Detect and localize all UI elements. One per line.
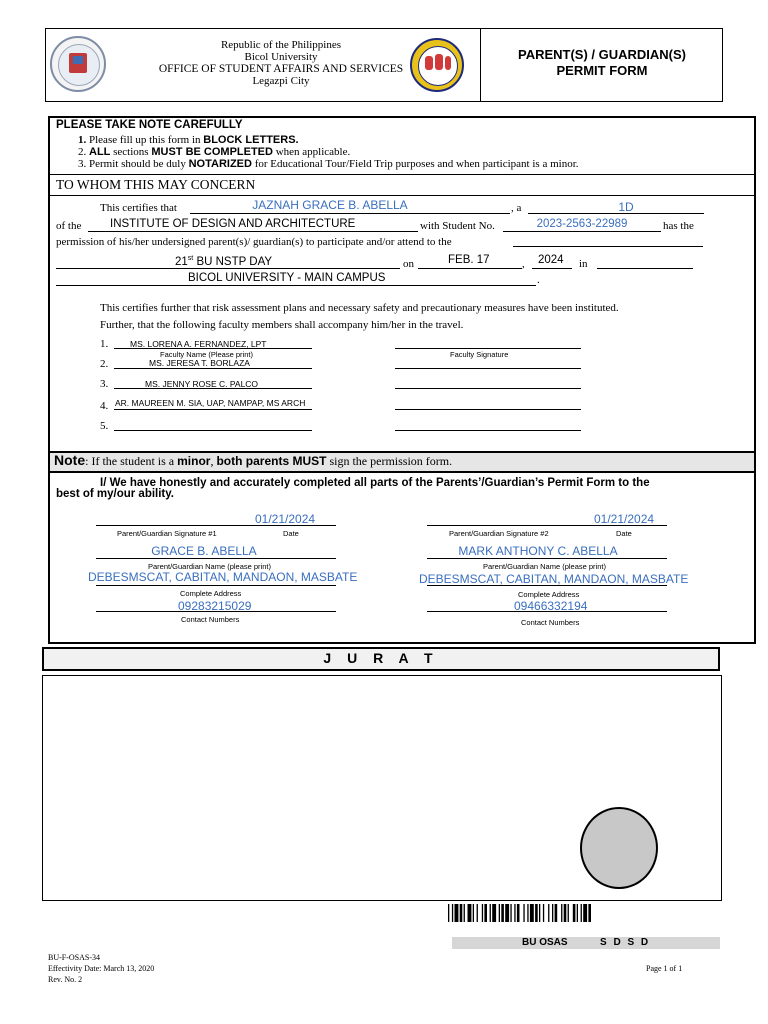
declaration-line-2: best of my/our ability. xyxy=(56,488,174,500)
notes-separator xyxy=(50,174,754,175)
to-whom-separator xyxy=(50,195,754,196)
faculty-number: 5. xyxy=(100,420,109,432)
guardian-2-address-label: Complete Address xyxy=(518,590,580,599)
effectivity-date: Effectivity Date: March 13, 2020 xyxy=(48,964,155,973)
event-field[interactable] xyxy=(175,255,272,268)
form-title xyxy=(482,47,722,79)
note-3-pre: Permit should be duly xyxy=(89,158,189,170)
note-pre: : If the student is a xyxy=(85,454,178,468)
with-student-no-label: with Student No. xyxy=(420,220,495,232)
note-bar-text xyxy=(54,452,452,469)
city-name: Legazpi City xyxy=(252,75,310,87)
permission-line xyxy=(513,246,703,247)
faculty-name-field[interactable]: AR. MAUREEN M. SIA, UAP, NAMPAP, MS ARCH xyxy=(115,398,306,408)
faculty-name-field[interactable]: MS. JERESA T. BORLAZA xyxy=(149,358,250,368)
note-item-1 xyxy=(78,134,299,146)
declaration-line-1: I/ We have honestly and accurately completed all parts of the Parents’/Guardian’s Permit Form to the xyxy=(100,477,650,489)
faculty-name-field[interactable]: MS. JENNY ROSE C. PALCO xyxy=(145,379,259,389)
note-both-parents: both parents MUST xyxy=(216,454,327,468)
document-header xyxy=(45,28,723,102)
faculty-name-label: Faculty Name (Please print) xyxy=(160,350,253,359)
guardian-2-address-field[interactable]: DEBESMSCAT, CABITAN, MANDAON, MASBATE xyxy=(419,572,689,586)
year-section-field[interactable]: 1D xyxy=(618,200,634,214)
event-line xyxy=(56,268,400,269)
guardian-2-signature-label: Parent/Guardian Signature #2 xyxy=(449,529,549,538)
notary-seal-placeholder xyxy=(580,807,658,889)
note-1-text: Please fill up this form in xyxy=(89,134,204,146)
university-name: Bicol University xyxy=(244,51,318,63)
note-label: Note xyxy=(54,452,86,468)
certifies-that-label: This certifies that xyxy=(100,202,177,214)
faculty-number: 4. xyxy=(100,400,109,412)
event-name: BU NSTP DAY xyxy=(193,255,273,268)
faculty-name-line xyxy=(114,368,312,369)
office-name: OFFICE OF STUDENT AFFAIRS AND SERVICES xyxy=(158,63,404,75)
student-name-field[interactable]: JAZNAH GRACE B. ABELLA xyxy=(252,198,408,212)
note-3-number: 3. xyxy=(78,158,87,170)
institution-block xyxy=(146,39,416,87)
faculty-signature-label: Faculty Signature xyxy=(450,350,509,359)
guardian-1-address-field[interactable]: DEBESMSCAT, CABITAN, MANDAON, MASBATE xyxy=(88,570,358,584)
faculty-signature-line xyxy=(395,409,581,410)
comma-a-label: , a xyxy=(511,202,522,214)
student-name-line xyxy=(190,213,510,214)
note-1-number: 1. xyxy=(78,134,87,146)
note-2-mid: sections xyxy=(110,146,152,158)
faculty-name-field[interactable]: MS. LORENA A. FERNANDEZ, LPT xyxy=(130,339,267,349)
bu-osas-label: BU OSAS xyxy=(522,937,568,948)
guardian-2-name-field[interactable]: MARK ANTHONY C. ABELLA xyxy=(458,544,618,558)
note-2-number: 2. xyxy=(78,146,87,158)
faculty-name-line xyxy=(114,430,312,431)
date-day-line xyxy=(418,268,522,269)
faculty-signature-line xyxy=(395,388,581,389)
form-code: BU-F-OSAS-34 xyxy=(48,953,101,962)
faculty-name-line xyxy=(114,409,312,410)
note-item-2 xyxy=(78,146,350,158)
guardian-1-date-label: Date xyxy=(283,529,299,538)
guardian-1-name-label: Parent/Guardian Name (please print) xyxy=(148,562,271,571)
guardian-2-date-field[interactable]: 01/21/2024 xyxy=(594,512,655,526)
date-year-field[interactable]: 2024 xyxy=(538,254,564,266)
of-the-label: of the xyxy=(56,220,82,232)
date-year-line xyxy=(532,268,572,269)
osas-seal-icon xyxy=(410,38,464,92)
form-title-line2: PERMIT FORM xyxy=(556,63,648,78)
guardian-2-name-line xyxy=(427,558,667,559)
guardian-1-date-field[interactable]: 01/21/2024 xyxy=(255,512,316,526)
guardian-1-contact-field[interactable]: 09283215029 xyxy=(178,599,252,613)
note-2-bold-must: MUST BE COMPLETED xyxy=(151,146,273,158)
note-2-post: when applicable. xyxy=(272,146,351,158)
guardian-1-address-label: Complete Address xyxy=(180,589,242,598)
note-item-3 xyxy=(78,158,579,170)
note-2-bold-all: ALL xyxy=(89,146,111,158)
barcode-icon xyxy=(448,904,722,922)
guardian-1-name-field[interactable]: GRACE B. ABELLA xyxy=(151,544,257,558)
venue-field[interactable]: BICOL UNIVERSITY - MAIN CAMPUS xyxy=(188,272,386,284)
date-day-field[interactable]: FEB. 17 xyxy=(448,254,490,266)
faculty-signature-line xyxy=(395,348,581,349)
faculty-number: 3. xyxy=(100,378,109,390)
permission-text: permission of his/her undersigned parent(s)/ guardian(s) to participate and/or attend to the xyxy=(56,236,452,248)
sdsd-label: S D S D xyxy=(600,937,651,948)
jurat-title: J U R A T xyxy=(42,647,720,671)
notes-heading: PLEASE TAKE NOTE CAREFULLY xyxy=(56,119,243,131)
institute-line xyxy=(88,231,418,232)
note-minor: minor xyxy=(177,454,211,468)
further-paragraph-2: Further, that the following faculty members shall accompany him/her in the travel. xyxy=(100,319,464,331)
guardian-2-name-label: Parent/Guardian Name (please print) xyxy=(483,562,606,571)
venue-period: . xyxy=(537,274,540,286)
guardian-1-address-line xyxy=(96,585,336,586)
comma-separator: , xyxy=(522,258,525,270)
revision-number: Rev. No. 2 xyxy=(48,975,83,984)
further-paragraph-1: This certifies further that risk assessment plans and necessary safety and precautionary measures have been instituted. xyxy=(100,302,619,314)
student-no-line xyxy=(503,231,661,232)
note-post: sign the permission form. xyxy=(326,454,453,468)
institute-field[interactable]: INSTITUTE OF DESIGN AND ARCHITECTURE xyxy=(110,218,356,230)
bicol-university-seal-icon xyxy=(50,36,106,92)
to-whom-heading: TO WHOM THIS MAY CONCERN xyxy=(56,177,256,192)
page-number: Page 1 of 1 xyxy=(646,964,683,973)
guardian-1-contact-label: Contact Numbers xyxy=(181,615,240,624)
event-ordinal-suffix: st xyxy=(187,255,194,262)
faculty-signature-line xyxy=(395,430,581,431)
has-the-label: has the xyxy=(663,220,694,232)
guardian-1-signature-label: Parent/Guardian Signature #1 xyxy=(117,529,217,538)
student-no-field[interactable]: 2023-2563-22989 xyxy=(536,218,628,230)
note-3-post: for Educational Tour/Field Trip purposes and when participant is a minor. xyxy=(251,158,579,170)
form-footer xyxy=(48,952,154,985)
note-3-bold: NOTARIZED xyxy=(188,158,252,170)
event-ordinal: 21 xyxy=(175,255,188,268)
republic-line: Republic of the Philippines xyxy=(220,39,342,51)
note-1-bold: BLOCK LETTERS. xyxy=(203,134,299,146)
guardian-2-contact-label: Contact Numbers xyxy=(521,618,580,627)
faculty-signature-line xyxy=(395,368,581,369)
guardian-1-name-line xyxy=(96,558,336,559)
bu-osas-bar xyxy=(452,937,720,949)
on-label: on xyxy=(403,258,414,270)
faculty-number: 2. xyxy=(100,358,109,370)
venue-line xyxy=(56,285,536,286)
guardian-2-contact-field[interactable]: 09466332194 xyxy=(514,599,588,613)
in-line xyxy=(597,268,693,269)
note-mid: , xyxy=(210,454,217,468)
faculty-number: 1. xyxy=(100,338,109,350)
in-label: in xyxy=(579,258,588,270)
header-divider xyxy=(480,29,481,101)
guardian-2-date-label: Date xyxy=(616,529,632,538)
form-title-line1: PARENT(S) / GUARDIAN(S) xyxy=(517,47,687,62)
